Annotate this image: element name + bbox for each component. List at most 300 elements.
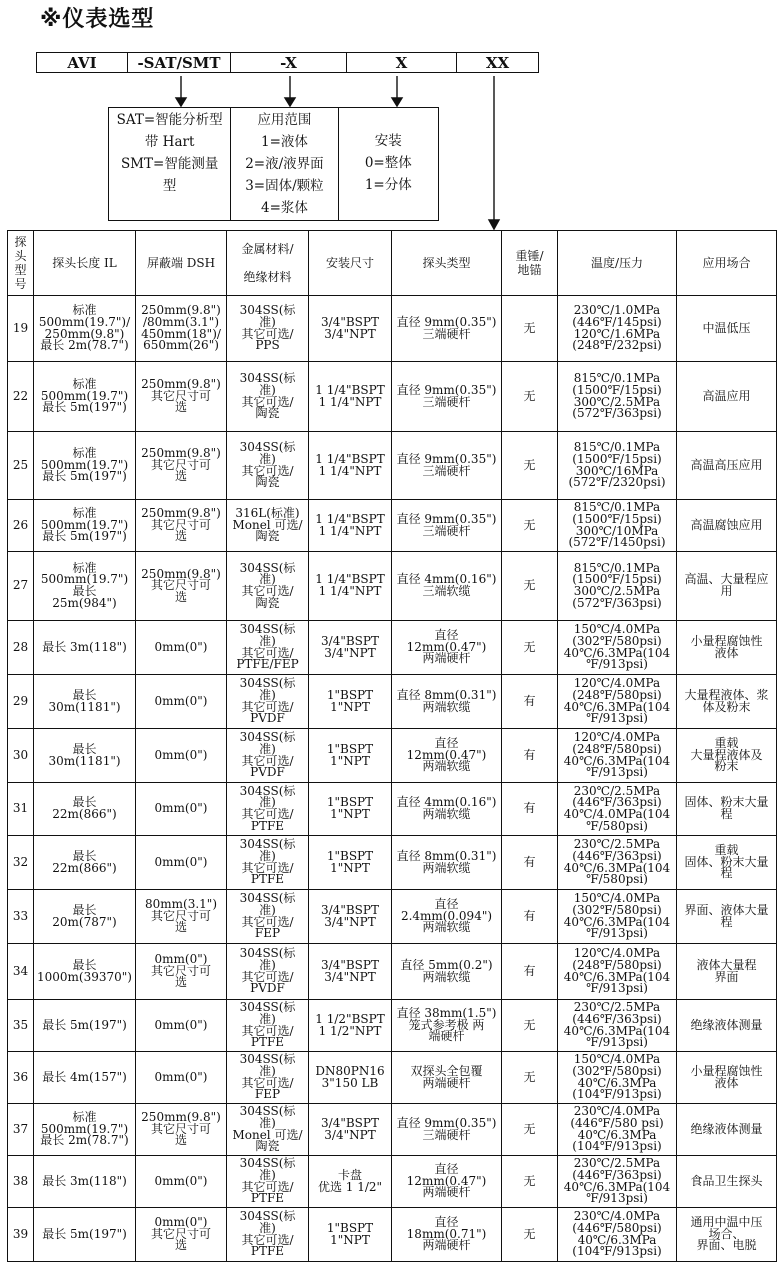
cell-temp-pressure	[558, 783, 677, 836]
cell-probe-model	[8, 1208, 34, 1262]
cell-text-line: 最长	[72, 584, 97, 598]
cell-text-line: 三端硬杆	[422, 326, 471, 341]
cell-text-line: 陶瓷	[255, 595, 280, 610]
cell-probe-length	[34, 783, 136, 836]
cell-text-line: 其它可选/	[241, 860, 294, 875]
cell-text-line: 有	[523, 963, 536, 978]
cell-probe-model	[8, 1104, 34, 1156]
cell-text-line: 3/4"NPT	[324, 1127, 376, 1142]
cell-text-line: 1 1/4"NPT	[318, 394, 382, 409]
legend-line: 2=液/液界面	[245, 156, 324, 172]
cell-text-line: 标准	[72, 303, 97, 318]
legend-line: 0=整体	[364, 155, 412, 171]
cell-text-line: 绝缘液体测量	[690, 1121, 763, 1136]
cell-text-line: 300℃/2.5MPa	[573, 394, 661, 409]
cell-text-line: 其它可选/	[241, 394, 294, 409]
cell-probe-model	[8, 944, 34, 1000]
cell-text-line: DN80PN16	[315, 1063, 385, 1078]
header-text-line: 重锤/	[515, 249, 544, 263]
cell-text-line: 卡盘	[337, 1167, 362, 1182]
cell-weight-anchor	[502, 362, 558, 432]
cell-weight-anchor	[502, 552, 558, 621]
cell-text-line: 程	[720, 807, 733, 821]
cell-text-line: 150℃/4.0MPa	[573, 622, 661, 637]
cell-text-line: ℉/913psi)	[586, 926, 648, 941]
cell-weight-anchor	[502, 890, 558, 944]
cell-text-line: 标准	[72, 446, 97, 461]
cell-text-line: (446℉/363psi)	[572, 848, 662, 863]
cell-text-line: 12mm(0.47")	[406, 747, 487, 762]
cell-probe-length	[34, 1156, 136, 1208]
cell-text-line: 1 1/4"BSPT	[315, 382, 385, 397]
cell-material	[227, 675, 309, 729]
cell-text-line: 高温腐蚀应用	[690, 517, 763, 532]
cell-text-line: 两端软缆	[422, 969, 471, 984]
cell-temp-pressure	[558, 296, 677, 362]
cell-shield-end	[136, 944, 227, 1000]
cell-text-line: 最长 2m(78.7")	[40, 1133, 129, 1148]
cell-probe-type	[392, 1156, 502, 1208]
cell-text-line: 准)	[259, 314, 276, 329]
cell-text-line: 其它可选/	[241, 1075, 294, 1090]
cell-text-line: 250mm(9.8")	[141, 377, 221, 392]
cell-text-line: 1"BSPT	[326, 848, 374, 863]
cell-text-line: 815℃/0.1MPa	[573, 500, 661, 515]
legend-line: 应用范围	[257, 112, 312, 128]
cell-weight-anchor	[502, 1104, 558, 1156]
cell-text-line: (446℉/580 psi)	[570, 1115, 664, 1130]
cell-text-line: (446℉/363psi)	[572, 1167, 662, 1182]
cell-text-line: 其它尺寸可	[150, 963, 211, 978]
cell-material	[227, 1156, 309, 1208]
cell-application	[677, 1000, 777, 1052]
cell-weight-anchor	[502, 1052, 558, 1104]
cell-temp-pressure	[558, 1156, 677, 1208]
cell-text-line: 大量程液体及	[690, 747, 763, 762]
cell-text-line: 固体、粉末大量	[684, 795, 769, 810]
cell-text-line: ℉/580psi)	[586, 818, 648, 833]
cell-material	[227, 552, 309, 621]
header-text-line: 温度/压力	[590, 256, 644, 270]
cell-text-line: 程	[720, 866, 733, 881]
cell-text-line: ℉/913psi)	[586, 711, 648, 726]
cell-text-line: 1 1/4"NPT	[318, 523, 382, 538]
cell-text-line: 准)	[259, 795, 276, 810]
cell-temp-pressure	[558, 1052, 677, 1104]
legend-application-column	[231, 108, 338, 220]
cell-probe-model	[8, 432, 34, 500]
cell-probe-model	[8, 296, 34, 362]
cell-probe-type	[392, 836, 502, 890]
cell-text-line: ℉/913psi)	[586, 657, 648, 672]
cell-probe-type	[392, 1000, 502, 1052]
cell-text-line: 最长 5m(197")	[42, 1226, 127, 1241]
cell-text-line: 40℃/6.3MPa(104	[563, 1179, 671, 1194]
cell-probe-type	[392, 1052, 502, 1104]
cell-text-line: 两端软缆	[422, 807, 471, 821]
table-row	[8, 621, 777, 675]
cell-text-line: 304SS(标	[239, 1209, 296, 1224]
cell-text-line: 陶瓷	[255, 406, 280, 421]
cell-text-line: 高温高压应用	[690, 457, 763, 472]
cell-text-line: PTFE	[250, 872, 285, 887]
cell-text-line: 20m(787")	[52, 914, 117, 929]
header-probe-type	[392, 231, 502, 296]
cell-text-line: 500mm(19.7")	[40, 572, 129, 587]
cell-text-line: PPS	[255, 338, 280, 353]
cell-mount-size	[309, 1156, 392, 1208]
cell-temp-pressure	[558, 675, 677, 729]
cell-text-line: 3/4"NPT	[324, 326, 376, 341]
cell-text-line: 120℃/1.6MPa	[573, 326, 661, 341]
cell-text-line: 重载	[714, 736, 739, 751]
cell-text-line: 选	[174, 975, 187, 990]
cell-text-line: 其它可选/	[241, 969, 294, 984]
cell-text-line: 2.4mm(0.094")	[400, 908, 493, 923]
cell-probe-length	[34, 890, 136, 944]
cell-text-line: 31	[12, 801, 29, 816]
cell-text-line: 26	[12, 517, 29, 532]
cell-text-line: 0mm(0")	[154, 854, 208, 869]
cell-text-line: (248℉/232psi)	[572, 338, 662, 353]
cell-text-line: 1 1/2"NPT	[318, 1023, 382, 1038]
cell-application	[677, 1104, 777, 1156]
cell-probe-length	[34, 944, 136, 1000]
cell-material	[227, 432, 309, 500]
cell-application	[677, 944, 777, 1000]
cell-text-line: 直径 9mm(0.35")	[396, 314, 497, 329]
cell-text-line: 其它尺寸可	[150, 388, 211, 403]
cell-text-line: 120℃/4.0MPa	[573, 676, 661, 691]
cell-temp-pressure	[558, 621, 677, 675]
cell-text-line: 三端软缆	[422, 584, 471, 598]
cell-text-line: 1"NPT	[330, 807, 370, 821]
cell-text-line: 直径	[434, 628, 459, 643]
cell-text-line: 三端硬杆	[422, 463, 471, 478]
table-row	[8, 552, 777, 621]
cell-text-line: 直径 38mm(1.5")	[396, 1006, 497, 1021]
cell-text-line: 22m(866")	[52, 807, 117, 821]
probe-spec-table	[7, 230, 777, 1262]
header-text-line: 型	[14, 263, 27, 277]
cell-weight-anchor	[502, 621, 558, 675]
table-row	[8, 836, 777, 890]
cell-text-line: (572℉/2320psi)	[568, 475, 666, 490]
cell-material	[227, 296, 309, 362]
cell-text-line: 两端硬杆	[422, 1185, 471, 1200]
cell-temp-pressure	[558, 890, 677, 944]
cell-text-line: 两端软缆	[422, 759, 471, 774]
cell-text-line: (104℉/913psi)	[572, 1139, 662, 1154]
cell-material	[227, 500, 309, 552]
cell-text-line: (446℉/363psi)	[572, 1011, 662, 1026]
cell-text-line: 40℃/6.3MPa(104	[563, 860, 671, 875]
cell-text-line: 500mm(19.7")	[40, 388, 129, 403]
cell-text-line: 40℃/6.3MPa	[577, 1232, 657, 1247]
cell-text-line: 直径 8mm(0.31")	[396, 687, 497, 702]
cell-text-line: 准)	[259, 1063, 276, 1078]
cell-probe-type	[392, 432, 502, 500]
cell-mount-size	[309, 1104, 392, 1156]
cell-text-line: 40℃/6.3MPa	[577, 1127, 657, 1142]
cell-text-line: ℉/913psi)	[586, 765, 648, 780]
cell-text-line: 最长 5m(197")	[42, 1017, 127, 1032]
cell-temp-pressure	[558, 1208, 677, 1262]
cell-text-line: 用	[720, 584, 733, 598]
cell-text-line: 29	[12, 693, 29, 708]
legend-line: SAT=智能分析型	[116, 112, 223, 128]
cell-text-line: 304SS(标	[239, 622, 296, 637]
cell-text-line: PVDF	[250, 981, 285, 996]
cell-text-line: 最长	[72, 687, 97, 702]
cell-text-line: 12mm(0.47")	[406, 1173, 487, 1188]
cell-text-line: 液体	[714, 645, 739, 660]
cell-text-line: 直径 5mm(0.2")	[400, 957, 493, 972]
cell-text-line: 直径	[434, 1162, 459, 1177]
cell-material	[227, 1052, 309, 1104]
cell-probe-length	[34, 621, 136, 675]
cell-text-line: 25m(984")	[52, 595, 117, 610]
cell-text-line: 30m(1181")	[48, 699, 121, 714]
cell-temp-pressure	[558, 836, 677, 890]
cell-text-line: 3/4"NPT	[324, 914, 376, 929]
cell-text-line: PTFE	[250, 1244, 285, 1259]
cell-text-line: (572℉/363psi)	[572, 595, 662, 610]
cell-text-line: ℉/913psi)	[586, 1191, 648, 1206]
cell-shield-end	[136, 1000, 227, 1052]
cell-temp-pressure	[558, 362, 677, 432]
cell-text-line: 直径	[434, 1215, 459, 1230]
cell-probe-length	[34, 500, 136, 552]
cell-text-line: 最长	[72, 795, 97, 810]
cell-weight-anchor	[502, 296, 558, 362]
cell-text-line: 28	[12, 639, 29, 654]
legend-type-column	[109, 108, 231, 220]
cell-probe-length	[34, 729, 136, 783]
cell-probe-length	[34, 1052, 136, 1104]
cell-probe-model	[8, 890, 34, 944]
cell-text-line: 3/4"NPT	[324, 969, 376, 984]
cell-text-line: 选	[174, 469, 187, 484]
cell-text-line: 最长	[72, 741, 97, 756]
cell-probe-length	[34, 362, 136, 432]
cell-text-line: 300℃/10MPa	[575, 523, 659, 538]
cell-text-line: 230℃/2.5MPa	[573, 1000, 661, 1015]
cell-text-line: FEP	[254, 1087, 281, 1102]
table-row	[8, 1052, 777, 1104]
cell-text-line: 1"NPT	[330, 860, 370, 875]
cell-text-line: 无	[523, 320, 536, 335]
cell-probe-length	[34, 296, 136, 362]
cell-text-line: 40℃/6.3MPa(104	[563, 969, 671, 984]
cell-probe-model	[8, 836, 34, 890]
cell-text-line: 304SS(标	[239, 560, 296, 575]
cell-text-line: 最长	[72, 848, 97, 863]
cell-text-line: 19	[12, 320, 29, 335]
cell-text-line: 固体、粉末大量	[684, 854, 769, 869]
cell-weight-anchor	[502, 1208, 558, 1262]
legend-line: 1=分体	[364, 177, 412, 193]
cell-text-line: 无	[523, 1017, 536, 1032]
cell-text-line: 粉末	[714, 759, 739, 774]
cell-probe-type	[392, 362, 502, 432]
cell-text-line: PTFE	[250, 1035, 285, 1050]
cell-text-line: 通用中温中压	[690, 1215, 763, 1230]
cell-text-line: 无	[523, 639, 536, 654]
cell-text-line: 准)	[259, 1220, 276, 1235]
table-row	[8, 432, 777, 500]
cell-text-line: 40℃/6.3MPa(104	[563, 914, 671, 929]
cell-text-line: 其它可选/	[241, 326, 294, 341]
header-text-line: 探头类型	[422, 256, 471, 270]
cell-text-line: PVDF	[250, 711, 285, 726]
header-text-line: 安装尺寸	[325, 256, 374, 270]
cell-shield-end	[136, 1156, 227, 1208]
legend-line: 4=浆体	[260, 200, 308, 216]
cell-text-line: 最长 3m(118")	[42, 639, 127, 654]
cell-application	[677, 729, 777, 783]
cell-temp-pressure	[558, 944, 677, 1000]
cell-text-line: 无	[523, 457, 536, 472]
table-row	[8, 1156, 777, 1208]
header-text-line: 绝缘材料	[243, 270, 292, 284]
cell-text-line: 650mm(26")	[143, 338, 219, 353]
cell-mount-size	[309, 552, 392, 621]
cell-text-line: 直径	[434, 897, 459, 912]
cell-probe-type	[392, 552, 502, 621]
header-material	[227, 231, 309, 296]
cell-text-line: 直径 9mm(0.35")	[396, 1115, 497, 1130]
cell-temp-pressure	[558, 1104, 677, 1156]
cell-application	[677, 552, 777, 621]
cell-text-line: 150℃/4.0MPa	[573, 891, 661, 906]
cell-text-line: 其它可选/	[241, 753, 294, 768]
cell-text-line: 选	[174, 529, 187, 544]
cell-text-line: 陶瓷	[255, 1139, 280, 1154]
cell-text-line: 其它尺寸可	[150, 1121, 211, 1136]
legend-line: 安装	[374, 133, 402, 149]
cell-text-line: 大量程液体、浆	[684, 687, 769, 702]
cell-text-line: 有	[523, 908, 536, 923]
cell-text-line: 其它可选/	[241, 584, 294, 598]
cell-text-line: 1"NPT	[330, 1232, 370, 1247]
table-row	[8, 729, 777, 783]
cell-probe-type	[392, 890, 502, 944]
header-text-line: 探头长度 IL	[52, 256, 117, 270]
cell-text-line: (104℉/913psi)	[572, 1087, 662, 1102]
cell-probe-model	[8, 1052, 34, 1104]
cell-text-line: 1"BSPT	[326, 1220, 374, 1235]
cell-weight-anchor	[502, 944, 558, 1000]
cell-text-line: 无	[523, 517, 536, 532]
cell-mount-size	[309, 944, 392, 1000]
cell-shield-end	[136, 296, 227, 362]
cell-text-line: 1 1/4"NPT	[318, 584, 382, 598]
cell-text-line: 230℃/2.5MPa	[573, 1156, 661, 1171]
cell-text-line: 直径	[434, 736, 459, 751]
cell-text-line: 250mm(9.8")	[141, 506, 221, 521]
cell-text-line: 1 1/4"BSPT	[315, 451, 385, 466]
legend-line: SMT=智能测量	[120, 156, 219, 172]
cell-material	[227, 729, 309, 783]
cell-text-line: 3/4"BSPT	[321, 314, 379, 329]
cell-text-line: 无	[523, 1121, 536, 1136]
header-temp-pressure	[558, 231, 677, 296]
cell-text-line: 35	[12, 1017, 29, 1032]
cell-text-line: 27	[12, 578, 29, 593]
cell-text-line: 中温低压	[702, 320, 751, 335]
cell-probe-model	[8, 783, 34, 836]
cell-text-line: 1"BSPT	[326, 687, 374, 702]
cell-text-line: 38	[12, 1173, 29, 1188]
legend-line: 1=液体	[260, 134, 308, 150]
cell-text-line: 最长	[72, 902, 97, 917]
cell-application	[677, 1208, 777, 1262]
cell-mount-size	[309, 675, 392, 729]
cell-application	[677, 836, 777, 890]
cell-weight-anchor	[502, 500, 558, 552]
cell-probe-model	[8, 552, 34, 621]
cell-text-line: ℉/913psi)	[586, 981, 648, 996]
cell-mount-size	[309, 1000, 392, 1052]
code-segment-installation: X	[347, 52, 457, 73]
cell-text-line: 304SS(标	[239, 946, 296, 961]
cell-text-line: 1 1/4"BSPT	[315, 572, 385, 587]
cell-text-line: 1000m(39370")	[37, 969, 132, 984]
cell-temp-pressure	[558, 432, 677, 500]
cell-text-line: 无	[523, 1226, 536, 1241]
table-row	[8, 783, 777, 836]
cell-text-line: 界面、电脱	[696, 1238, 757, 1253]
cell-material	[227, 1104, 309, 1156]
cell-text-line: 场合、	[708, 1226, 745, 1241]
cell-text-line: 3/4"BSPT	[321, 633, 379, 648]
cell-text-line: 准)	[259, 848, 276, 863]
cell-probe-type	[392, 1104, 502, 1156]
cell-text-line: (248℉/580psi)	[572, 957, 662, 972]
cell-text-line: 无	[523, 1173, 536, 1188]
cell-text-line: 1"BSPT	[326, 741, 374, 756]
cell-text-line: 端硬杆	[428, 1029, 465, 1044]
cell-text-line: 304SS(标	[239, 730, 296, 745]
cell-shield-end	[136, 552, 227, 621]
cell-text-line: 33	[12, 908, 29, 923]
cell-application	[677, 296, 777, 362]
cell-text-line: (104℉/913psi)	[572, 1244, 662, 1259]
cell-text-line: 直径 9mm(0.35")	[396, 382, 497, 397]
cell-text-line: 准)	[259, 633, 276, 648]
cell-text-line: 标准	[72, 560, 97, 575]
cell-mount-size	[309, 783, 392, 836]
cell-text-line: 3/4"BSPT	[321, 1115, 379, 1130]
cell-probe-type	[392, 621, 502, 675]
cell-text-line: 0mm(0")	[154, 639, 208, 654]
legend-line: 型	[162, 178, 177, 194]
cell-text-line: 无	[523, 388, 536, 403]
cell-text-line: 0mm(0")	[154, 1017, 208, 1032]
header-text-line: 屏蔽端 DSH	[146, 256, 216, 270]
cell-text-line: 其它可选/	[241, 645, 294, 660]
header-probe-model	[8, 231, 34, 296]
cell-text-line: 815℃/0.1MPa	[573, 560, 661, 575]
cell-text-line: 准)	[259, 1167, 276, 1182]
cell-text-line: ℉/913psi)	[586, 1035, 648, 1050]
table-row	[8, 500, 777, 552]
cell-text-line: 0mm(0")	[154, 1173, 208, 1188]
cell-text-line: 0mm(0")	[154, 952, 208, 967]
cell-text-line: (1500℉/15psi)	[572, 572, 662, 587]
cell-application	[677, 1052, 777, 1104]
